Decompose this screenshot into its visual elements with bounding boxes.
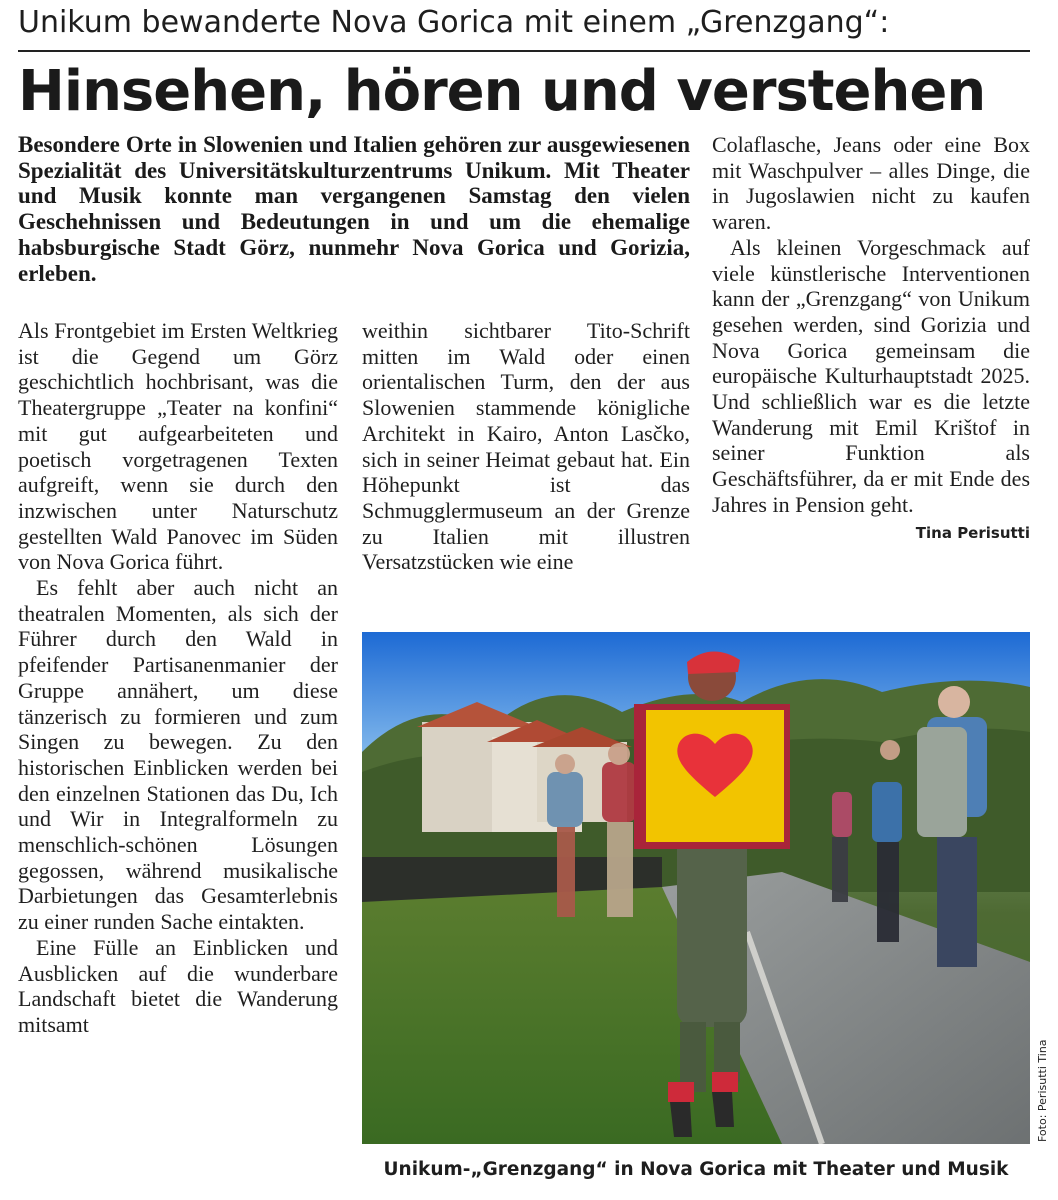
article-photo [362, 632, 1030, 1144]
body-paragraph: weithin sichtbarer Tito-Schrift mitten im Wald oder einen orientalischen Turm, den der aus Slowenien stammende königliche Architekt in Kairo, Anton Lasčko, sich in seiner Heimat gebaut hat. Ein Höhepunkt ist das Schmugglermuseum an der Grenze zu Italien mit illustren Versatzstücken wie eine [362, 318, 690, 575]
text-column-2 [362, 318, 690, 608]
body-paragraph: Eine Fülle an Einblicken und Ausblicken auf die wunderbare Landschaft bietet die Wanderung mitsamt [18, 934, 338, 1037]
article-lead: Besondere Orte in Slowenien und Italien gehören zur ausgewiesenen Spezialität des Universitätskulturzentrums Unikum. Mit Theater und Musik konnte man vergangenen Samstag den vielen Geschehnissen und Bedeutungen in und um die ehemalige habsburgische Stadt Görz, nunmehr Nova Gorica und Gorizia, erleben. [18, 132, 690, 286]
text-column-1 [18, 318, 338, 1190]
body-paragraph [712, 234, 1030, 542]
author-byline: Tina Perisutti [915, 523, 1030, 542]
photo-caption: Unikum-„Grenzgang“ in Nova Gorica mit Theater und Musik [383, 1159, 1009, 1180]
photo-credit: Foto: Perisutti Tina [1036, 1039, 1049, 1142]
body-paragraph: Es fehlt aber auch nicht an theatralen Momenten, als sich der Führer durch den Wald in pfeifender Partisanenmanier der Gruppe annähert, um diese tänzerisch zu formieren und zum Singen zu bewegen. Zu den historischen Einblicken werden bei den einzelnen Stationen das Du, Ich und Wir in Integralformeln zu menschlich-schönen Lösungen gegossen, während musikalische Darbietungen das Gesamterlebnis zu einer runden Sache eintakten. [18, 575, 338, 935]
article-headline: Hinsehen, hören und verstehen [18, 59, 986, 124]
body-paragraph: Als Frontgebiet im Ersten Weltkrieg ist die Gegend um Görz geschichtlich hochbrisant, was die Theatergruppe „Teater na konfini“ mit gut aufgearbeiteten und poetisch vorgetragenen Texten aufgreift, wenn sie durch den inzwischen unter Naturschutz gestellten Wald Panovec im Süden von Nova Gorica führt. [18, 318, 338, 575]
article-kicker: Unikum bewanderte Nova Gorica mit einem „Grenzgang“: [18, 5, 890, 40]
body-paragraph: Colaflasche, Jeans oder eine Box mit Waschpulver – alles Dinge, die in Jugoslawien nicht zu kaufen waren. [712, 132, 1030, 235]
text-column-3 [712, 132, 1030, 602]
body-paragraph-text: Als kleinen Vorgeschmack auf viele künstlerische Interventionen kann der „Grenzgang“ von Unikum gesehen werden, sind Gorizia und Nova Gorica gemeinsam die europäische Kulturhauptstadt 2025. Und schließlich war es die letzte Wanderung mit Emil Krištof in seiner Funktion als Geschäftsführer, da er mit Ende des Jahres in Pension geht. [712, 234, 1030, 517]
headline-divider [18, 50, 1030, 52]
photo-illustration [362, 632, 1030, 1144]
